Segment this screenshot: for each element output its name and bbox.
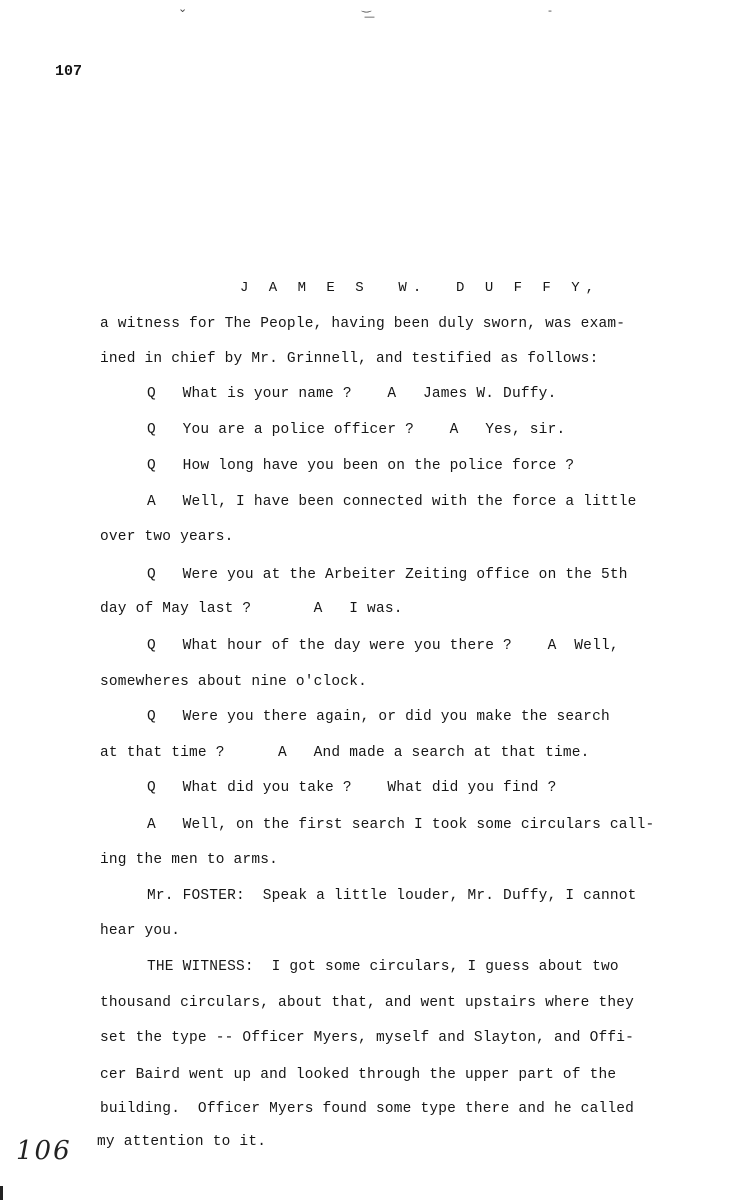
transcript-line: Q You are a police officer ? A Yes, sir. — [147, 422, 566, 438]
page-number: 107 — [55, 63, 83, 80]
ink-speck: ‿ — [362, 0, 371, 13]
transcript-line: set the type -- Officer Myers, myself and Slayton, and Offi- — [100, 1030, 635, 1046]
transcript-line: building. Officer Myers found some type there and he called — [100, 1101, 635, 1117]
transcript-line: over two years. — [100, 529, 234, 545]
transcript-line: A Well, I have been connected with the force a little — [147, 494, 637, 510]
transcript-line: Q Were you at the Arbeiter Zeiting office on the 5th — [147, 567, 628, 583]
transcript-line: A Well, on the first search I took some circulars call- — [147, 817, 655, 833]
transcript-line: ing the men to arms. — [100, 852, 279, 868]
transcript-line: Q What did you take ? What did you find ? — [147, 780, 557, 796]
transcript-line: Q What hour of the day were you there ? A Well, — [147, 638, 619, 654]
transcript-line: ined in chief by Mr. Grinnell, and testified as follows: — [100, 351, 599, 367]
page-edge-mark — [0, 1186, 3, 1200]
ink-speck: — — [364, 10, 375, 23]
transcript-line: THE WITNESS: I got some circulars, I guess about two — [147, 959, 619, 975]
transcript-line: at that time ? A And made a search at that time. — [100, 745, 590, 761]
ink-speck: ⌄ — [178, 2, 188, 15]
transcript-line: Mr. FOSTER: Speak a little louder, Mr. Duffy, I cannot — [147, 888, 637, 904]
transcript-line: Q How long have you been on the police force ? — [147, 458, 575, 474]
transcript-line: a witness for The People, having been duly sworn, was exam- — [100, 316, 626, 332]
transcript-line: hear you. — [100, 923, 181, 939]
transcript-line: cer Baird went up and looked through the upper part of the — [100, 1067, 617, 1083]
transcript-line: thousand circulars, about that, and went upstairs where they — [100, 995, 635, 1011]
transcript-line: Q Were you there again, or did you make the search — [147, 709, 610, 725]
transcript-line: day of May last ? A I was. — [100, 601, 403, 617]
transcript-line: Q What is your name ? A James W. Duffy. — [147, 386, 557, 402]
transcript-line: somewheres about nine o'clock. — [100, 674, 368, 690]
witness-heading: J A M E S W. D U F F Y, — [240, 280, 601, 296]
handwritten-page-number: 106 — [16, 1136, 72, 1166]
transcript-line: my attention to it. — [97, 1134, 267, 1150]
ink-speck: - — [548, 4, 552, 17]
